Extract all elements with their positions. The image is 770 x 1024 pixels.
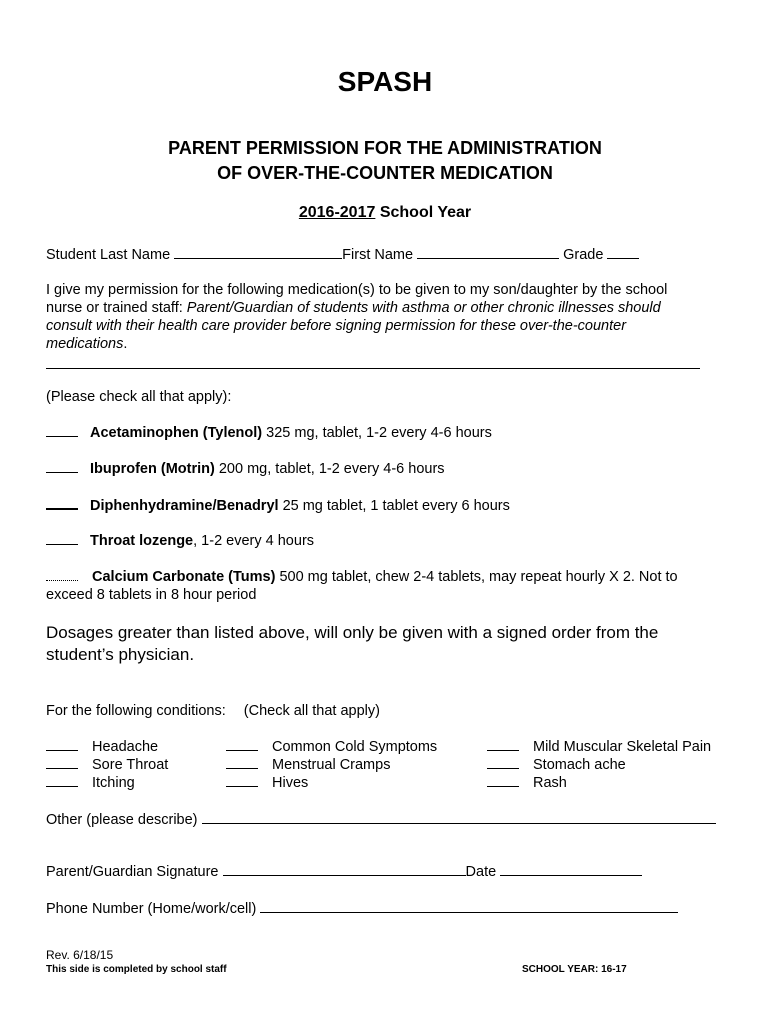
condition-label: Headache [92,739,159,755]
medication-checkbox-calcium-carbonate[interactable] [46,568,78,581]
condition-label: Itching [92,775,135,791]
condition-item [487,774,711,792]
signature-field[interactable] [223,862,466,876]
condition-checkbox-headache[interactable] [46,738,78,751]
medication-item [46,532,314,550]
other-label: Other (please describe) [46,812,202,828]
staff-note: This side is completed by school staff [46,964,227,975]
medication-detail: 500 mg tablet, chew 2-4 tablets, may repeat hourly X 2. Not to [275,569,678,585]
school-year-label: School Year [375,204,472,221]
conditions-column-3 [487,738,711,792]
condition-item [46,756,168,774]
condition-label: Mild Muscular Skeletal Pain [533,739,712,755]
condition-checkbox-hives[interactable] [226,774,258,787]
student-info-row [46,245,639,264]
condition-item [46,774,168,792]
condition-item [487,738,711,756]
condition-label: Hives [272,775,309,791]
medication-checkbox-diphenhydramine[interactable] [46,496,78,510]
medication-item [46,496,510,515]
other-row [46,810,716,829]
medication-name: Throat lozenge [90,533,194,549]
school-year-value: 2016-2017 [298,204,376,221]
heading-line-2: OF OVER-THE-COUNTER MEDICATION [217,163,553,183]
condition-label: Menstrual Cramps [272,757,391,773]
condition-label: Rash [533,775,567,791]
dosage-notice: Dosages greater than listed above, will only be given with a signed order from the student’s physician. [46,623,659,664]
check-instruction: (Please check all that apply): [46,389,232,405]
medication-item [46,424,492,442]
condition-item [226,774,437,792]
condition-checkbox-muscular-pain[interactable] [487,738,519,751]
grade-label: Grade [559,247,608,263]
student-first-name-field[interactable] [417,245,559,259]
other-description-field[interactable] [202,810,716,824]
student-last-name-field[interactable] [174,245,342,259]
medication-checkbox-ibuprofen[interactable] [46,460,78,473]
conditions-heading [46,702,380,720]
medication-item [46,460,445,478]
permission-end: . [123,336,128,352]
condition-label: Stomach ache [533,757,626,773]
medication-detail: 200 mg, tablet, 1-2 every 4-6 hours [214,461,445,477]
medication-name: Ibuprofen (Motrin) [90,461,215,477]
permission-text: I give my permission for the following medication(s) to be given to my son/daughter by the school nurse or trained staff: [46,282,668,316]
date-field[interactable] [500,862,642,876]
condition-checkbox-menstrual-cramps[interactable] [226,756,258,769]
medication-name: Calcium Carbonate (Tums) [92,569,276,585]
student-last-name-label: Student Last Name [46,247,175,263]
condition-item [487,756,711,774]
phone-field[interactable] [260,899,678,913]
phone-label: Phone Number (Home/work/cell) [46,901,261,917]
revision-date: Rev. 6/18/15 [46,948,114,962]
condition-item [226,738,437,756]
medication-name: Diphenhydramine/Benadryl [90,498,279,514]
heading-line-1: PARENT PERMISSION FOR THE ADMINISTRATION [168,138,602,158]
conditions-label: For the following conditions: [46,703,226,719]
conditions-column-2 [226,738,437,792]
medication-detail-continued: exceed 8 tablets in 8 hour period [46,587,257,603]
document-title: SPASH [337,66,433,97]
signature-row [46,862,642,881]
medication-detail: 325 mg, tablet, 1-2 every 4-6 hours [262,425,492,441]
conditions-instruction: (Check all that apply) [243,703,380,719]
conditions-column-1 [46,738,168,792]
condition-item [226,756,437,774]
condition-checkbox-common-cold[interactable] [226,738,258,751]
medication-name: Acetaminophen (Tylenol) [90,425,263,441]
condition-checkbox-stomach-ache[interactable] [487,756,519,769]
condition-checkbox-itching[interactable] [46,774,78,787]
school-year-heading [0,204,770,222]
signature-label: Parent/Guardian Signature [46,864,223,880]
divider-rule [46,368,700,369]
phone-row [46,899,678,918]
student-first-name-label: First Name [342,247,418,263]
grade-field[interactable] [607,245,639,259]
condition-checkbox-rash[interactable] [487,774,519,787]
footer-school-year: SCHOOL YEAR: 16-17 [522,964,627,975]
condition-checkbox-sore-throat[interactable] [46,756,78,769]
permission-italic-text: Parent/Guardian of students with asthma or other chronic illnesses should consult with their health care provider before signing permission for these over-the-counter medications [46,300,661,352]
condition-item [46,738,168,756]
medication-checkbox-acetaminophen[interactable] [46,424,78,437]
date-label: Date [465,864,501,880]
condition-label: Common Cold Symptoms [272,739,438,755]
medication-detail: 25 mg tablet, 1 tablet every 6 hours [278,498,510,514]
medication-checkbox-throat-lozenge[interactable] [46,532,78,545]
medication-detail: , 1-2 every 4 hours [193,533,315,549]
permission-statement [46,281,706,353]
condition-label: Sore Throat [92,757,169,773]
medication-item [46,568,678,604]
